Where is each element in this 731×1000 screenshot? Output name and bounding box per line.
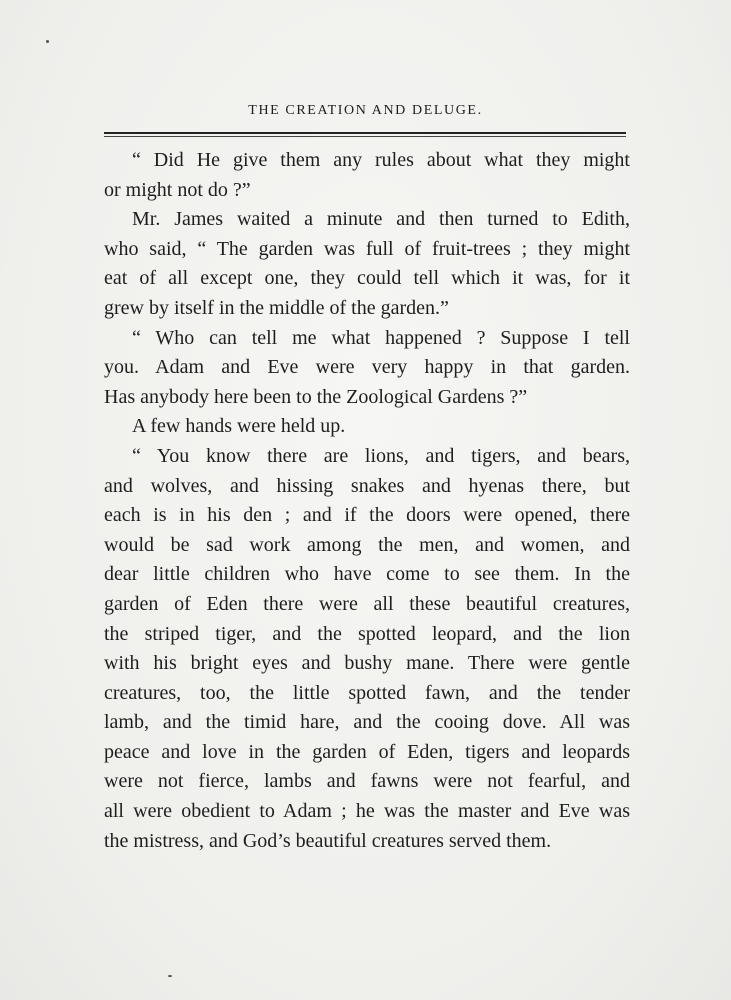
header-rule-thin [104,136,626,137]
text-line: with his bright eyes and bushy mane. There were gentle [104,652,630,675]
text-line: creatures, too, the little spotted fawn, and the tender [104,681,630,704]
text-line: “ Did He give them any rules about what they might [132,149,630,171]
text-line: or might not do ?” [104,178,251,201]
text-line: lamb, and the timid hare, and the cooing dove. All was [104,711,630,734]
text-line: Has anybody here been to the Zoological Gardens ?” [104,385,528,408]
text-line: would be sad work among the men, and women, and [104,533,630,556]
text-line: “ Who can tell me what happened ? Suppose I tell [132,326,630,349]
paper-speck [168,975,172,977]
text-line: “ You know there are lions, and tigers, and bears, [132,444,630,467]
body-text [104,146,630,856]
text-line: each is in his den ; and if the doors were opened, there [104,504,630,527]
text-line: who said, “ The garden was full of fruit-trees ; they might [104,237,630,260]
text-line: the striped tiger, and the spotted leopard, and the lion [104,622,630,645]
text-line: Mr. James waited a minute and then turned to Edith, [132,208,630,231]
text-line: eat of all except one, they could tell which it was, for it [104,267,630,290]
paper-speck [46,40,49,43]
text-line: grew by itself in the middle of the garden.” [104,296,449,319]
text-line: you. Adam and Eve were very happy in that garden. [104,356,630,379]
text-line: peace and love in the garden of Eden, tigers and leopards [104,740,630,763]
text-line: garden of Eden there were all these beautiful creatures, [104,592,630,615]
text-line: were not fierce, lambs and fawns were not fearful, and [104,770,630,793]
text-line: all were obedient to Adam ; he was the master and Eve was [104,800,630,823]
text-line: the mistress, and God’s beautiful creatures served them. [104,829,552,852]
header-rule [104,132,626,134]
text-line: A few hands were held up. [132,415,346,438]
running-head: THE CREATION AND DELUGE. [248,103,483,118]
text-line: and wolves, and hissing snakes and hyenas there, but [104,474,630,497]
text-line: dear little children who have come to see them. In the [104,563,630,586]
